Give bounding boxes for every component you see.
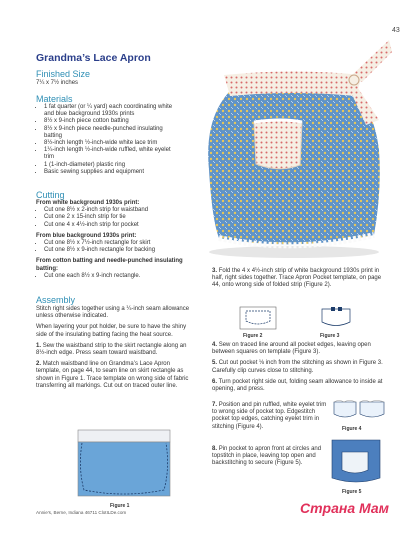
cutting-item: • Cut one 4 x 4½-inch strip for pocket xyxy=(44,222,184,229)
materials-item: • 1 (1-inch-diameter) plastic ring xyxy=(44,162,176,169)
figure-5-diagram xyxy=(328,438,384,486)
step-text: Sew on traced line around all pocket edges, leaving open between squares on template (Figure 3). xyxy=(212,342,371,356)
materials-item: • 1 fat quarter (or ¼ yard) each coordinating white and blue background 1930s prints xyxy=(44,104,176,118)
cutting-item: • Cut one 8½ x 9-inch rectangle for backing xyxy=(44,247,184,254)
step-text: Turn pocket right side out, folding seam allowance to inside at opening, and press. xyxy=(212,378,383,393)
figure-3-caption: Figure 3 xyxy=(320,333,340,339)
cutting-heading: Cutting xyxy=(36,190,65,200)
step-number: 4. xyxy=(212,342,218,348)
materials-item: • Basic sewing supplies and equipment xyxy=(44,169,176,176)
materials-item: • 8½-inch length ½-inch-wide white lace trim xyxy=(44,140,176,147)
cutting-item: • Cut one 8½ x 2-inch strip for waistband xyxy=(44,207,184,214)
step-3 xyxy=(212,268,384,290)
watermark: Страна Мам xyxy=(300,500,390,516)
white-print-heading: From white background 1930s print: xyxy=(36,200,140,206)
cutting-item: • Cut one 8½ x 7½-inch rectangle for skirt xyxy=(44,240,184,247)
assembly-heading: Assembly xyxy=(36,295,76,305)
figure-5-caption: Figure 5 xyxy=(342,489,362,495)
assembly-intro: Stitch right sides together using a ¼-inch seam allowance unless otherwise indicated. xyxy=(36,306,190,320)
materials-list xyxy=(36,104,176,176)
step-text: Fold the 4 x 4½-inch strip of white background 1930s print in half, right sides together. Trace Apron Pocket template, on page 44, onto wrong side of folded strip (Figure 2). xyxy=(212,268,382,289)
batting-heading: From cotton batting and needle-punched insulating batting: xyxy=(36,258,183,272)
cutting-item: • Cut one 2 x 15-inch strip for tie xyxy=(44,214,184,221)
step-number: 5. xyxy=(212,360,218,367)
figure-1-diagram xyxy=(48,428,198,500)
apron-photo xyxy=(184,30,396,260)
cutting-section xyxy=(36,200,184,280)
materials-item: • 8½ x 9-inch piece cotton batting xyxy=(44,118,176,125)
assembly-left-column xyxy=(36,306,196,390)
step-number: 7. xyxy=(212,402,218,408)
assembly-intro: When layering your pot holder, be sure to have the shiny side of the insulating batting facing the heat source. xyxy=(36,324,187,338)
finished-size-value: 7¼ x 7½ inches xyxy=(36,80,79,86)
step-number: 3. xyxy=(212,268,218,274)
step-text: Match waistband line on Grandma’s Lace Apron template, on page 44, to seam line on skirt rectangle as shown in Figure 1. Trace template on wrong side of fabric transferring all markings. Cut out on traced outer line. xyxy=(36,361,189,389)
page-number: 43 xyxy=(392,27,400,34)
materials-item: • 8½ x 9-inch piece needle-punched insulating batting xyxy=(44,126,176,140)
step-number: 8. xyxy=(212,446,218,452)
figure-4-caption: Figure 4 xyxy=(342,426,362,432)
materials-heading: Materials xyxy=(36,94,73,104)
step-text: Pin pocket to apron front at circles and topstitch in place, leaving top open and backstitching to secure (Figure 5). xyxy=(212,446,322,467)
step-7 xyxy=(212,402,327,431)
figure-2-diagram xyxy=(238,305,278,331)
figure-2-caption: Figure 2 xyxy=(243,333,263,339)
assembly-step xyxy=(212,342,384,356)
step-text: Cut out pocket ⅛ inch from the stitching as shown in Figure 3. Carefully clip curves close to stitching. xyxy=(212,360,383,374)
figure-4-diagram xyxy=(332,398,386,422)
page-footer: Annie’s, Berne, Indiana 46711 ClotILDe.com xyxy=(36,510,127,515)
step-8 xyxy=(212,446,327,468)
cutting-item: • Cut one each 8½ x 9-inch rectangle. xyxy=(44,273,184,280)
figure-3-diagram xyxy=(316,305,356,331)
steps-4-6 xyxy=(212,342,384,393)
blue-print-heading: From blue background 1930s print: xyxy=(36,232,137,239)
assembly-step xyxy=(212,360,384,374)
step-text: Sew the waistband strip to the skirt rectangle along an 8½-inch edge. Press seam toward waistband. xyxy=(36,342,187,357)
page-title: Grandma’s Lace Apron xyxy=(36,52,151,64)
step-text: Position and pin ruffled, white eyelet trim to wrong side of pocket top. Edgestitch pocket top edges, catching eyelet trim in stitching (Figure 4). xyxy=(212,402,327,430)
step-number: 1. xyxy=(36,342,42,349)
finished-size-heading: Finished Size xyxy=(36,69,91,79)
assembly-step xyxy=(36,361,196,390)
step-number: 2. xyxy=(36,361,42,368)
step-number: 6. xyxy=(212,378,218,385)
figure-1-caption: Figure 1 xyxy=(110,503,130,509)
assembly-step xyxy=(36,343,196,357)
materials-item: • 1¼-inch length ½-inch-wide ruffled, white eyelet trim xyxy=(44,147,176,161)
assembly-step xyxy=(212,379,384,393)
